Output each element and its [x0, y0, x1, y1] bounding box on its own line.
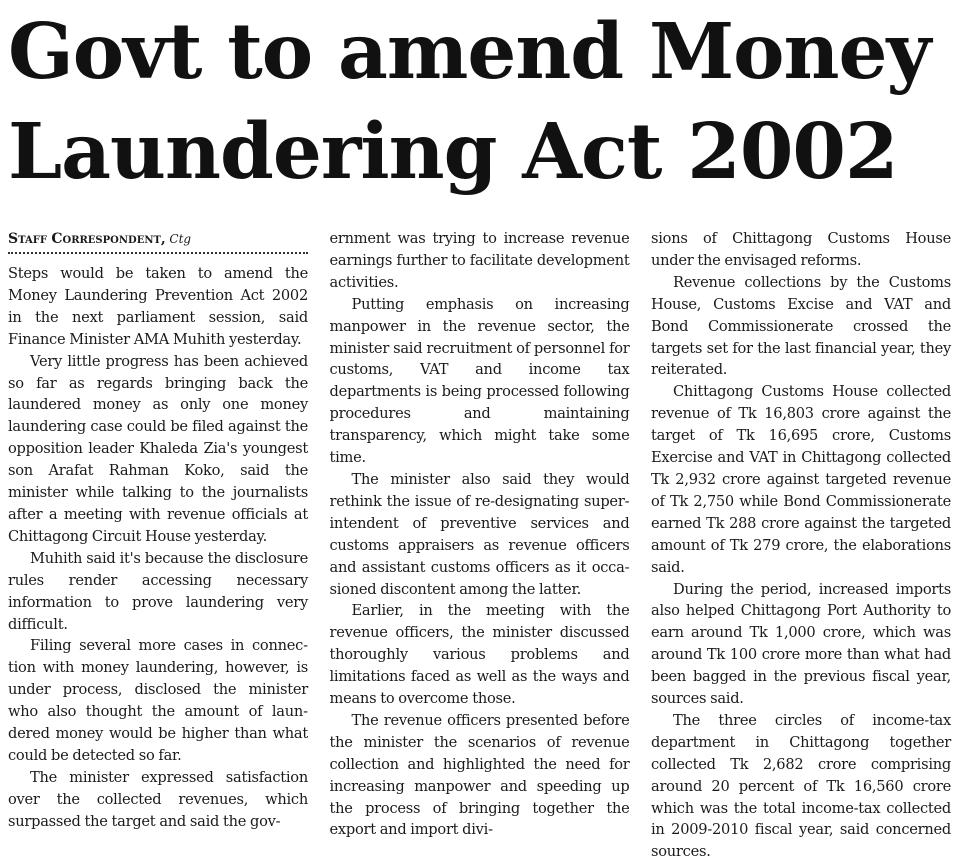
paragraph: Earlier, in the meeting with the revenue officers, the minister discussed thoroughly various problems and limitations faced as well as the ways and means to overcome those. — [329, 602, 630, 708]
paragraph: Very little progress has been achieved so far as regards bringing back the laundered money as only one money laundering case could be filed against the opposition leader Khaleda Zia's youngest son Arafat Rahman Koko, said the minister while talking to the journalists after a meeting with revenue officials at Chittagong Circuit House yesterday. — [8, 352, 308, 545]
column-1 — [8, 228, 308, 840]
paragraph: ernment was trying to increase revenue earnings further to facilitate development activities. — [329, 230, 630, 291]
paragraph: During the period, increased imports also helped Chittagong Port Authority to earn around Tk 1,000 crore, which was around Tk 100 crore more than what had been bagged in the previous fiscal year, sources said. — [651, 580, 951, 708]
paragraph: Chittagong Customs House collected revenue of Tk 16,803 crore against the target of Tk 16,695 crore, Customs Exercise and VAT in Chittagong collected Tk 2,932 crore against targeted revenue of Tk 2,750 while Bond Commissionerate earned Tk 288 crore against the targeted amount of Tk 279 crore, the elaborations said. — [651, 383, 951, 576]
paragraph: The three circles of income-tax department in Chittagong together collected Tk 2,682 crore comprising around 20 percent of Tk 16,560 crore which was the total income-tax collected in 2009-2010 fiscal year, said concerned sources. — [651, 711, 951, 861]
headline-line-2: Laundering Act 2002 — [8, 107, 898, 197]
column-3 — [651, 228, 951, 861]
byline-divider — [8, 252, 308, 254]
paragraph: Filing several more cases in connection with money laundering, however, is under process, disclosed the minister who also thought the amount of laundered money would be higher than what could be detected so far. — [8, 637, 308, 764]
byline-place: Ctg — [169, 232, 192, 246]
article-body — [8, 228, 951, 861]
headline — [8, 2, 953, 202]
column-2 — [330, 228, 630, 840]
paragraph: The minister expressed satisfaction over the collected revenues, which surpassed the target and said the gov- — [8, 768, 308, 830]
paragraph: Steps would be taken to amend the Money Laundering Prevention Act 2002 in the next parliament session, said Finance Minister AMA Muhith yesterday. — [8, 265, 308, 348]
paragraph: sions of Chittagong Customs House under the envisaged reforms. — [651, 230, 951, 269]
paragraph: Muhith said it's because the disclosure rules render accessing necessary information to prove laundering very difficult. — [8, 549, 308, 633]
byline — [8, 228, 308, 250]
paragraph: Revenue collections by the Customs House, Customs Excise and VAT and Bond Commissionerate crossed the targets set for the last financial year, they reiterated. — [651, 273, 951, 379]
headline-line-1: Govt to amend Money — [8, 7, 931, 97]
byline-name: Staff Correspondent, — [8, 231, 166, 247]
paragraph: Putting emphasis on increasing manpower in the revenue sector, the minister said recruitment of personnel for customs, VAT and income tax departments is being processed following procedures and maintaining transparency, which might take some time. — [329, 295, 630, 467]
paragraph: The minister also said they would rethink the issue of re-designating superintendent of preventive services and customs appraisers as revenue officers and assistant customs officers as it occasioned discontent among the latter. — [329, 470, 630, 598]
paragraph: The revenue officers presented before the minister the scenarios of revenue collection and highlighted the need for increasing manpower and speeding up the process of bringing together the export and import divi- — [329, 711, 630, 839]
